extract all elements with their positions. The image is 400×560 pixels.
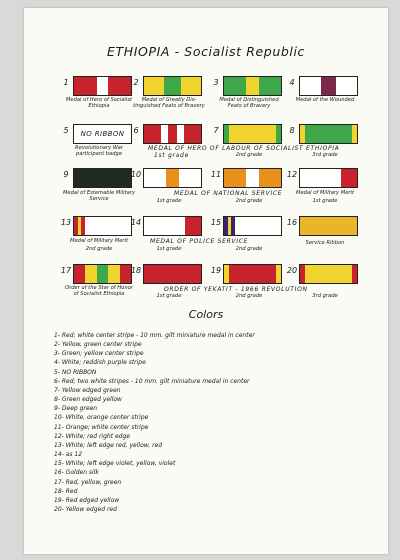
ribbon-number: 8 xyxy=(289,126,295,135)
ribbon-caption: 3rd grade xyxy=(312,293,338,299)
ribbon-swatch xyxy=(299,264,358,284)
ribbon-caption-grade: 2nd grade xyxy=(85,246,113,252)
ribbon-number: 15 xyxy=(210,218,222,227)
ribbon-stripe xyxy=(144,125,161,143)
ribbon-caption: Order of the Star of Honor of Socialist Ethiopia xyxy=(65,285,133,298)
ribbon-swatch xyxy=(223,76,282,96)
ribbon-swatch xyxy=(223,168,282,188)
legend-line: 11- Orange; white center stripe xyxy=(54,423,149,431)
ribbon-swatch xyxy=(299,76,358,96)
ribbon-stripe xyxy=(321,77,337,95)
legend-line: 18- Red xyxy=(54,487,78,495)
ribbon-caption-grade: 1st grade xyxy=(312,198,338,204)
legend-line: 6- Red; two white stripes - 10 mm. gilt miniature medal in center xyxy=(54,377,250,385)
ribbon-number: 9 xyxy=(63,170,69,179)
colors-heading: Colors xyxy=(188,308,224,321)
ribbon-stripe xyxy=(229,265,277,283)
ribbon-caption: Revolutionary War participant badge xyxy=(75,145,123,158)
legend-line: 20- Yellow edged red xyxy=(54,505,117,513)
no-ribbon-box: NO RIBBON xyxy=(73,124,132,144)
ribbon-stripe xyxy=(97,265,108,283)
ribbon-swatch xyxy=(299,168,358,188)
legend-line: 8- Green edged yellow xyxy=(54,396,122,404)
ribbon-stripe xyxy=(229,125,277,143)
ribbon-number: 3 xyxy=(213,78,219,87)
ribbon-caption: Medal of the Wounded xyxy=(295,97,355,103)
ribbon-stripe xyxy=(352,125,357,143)
ribbon-stripe xyxy=(177,125,184,143)
legend-line: 2- Yellow, green center stripe xyxy=(54,341,142,349)
medal-hero-labour-grade: 1st grade xyxy=(154,152,189,159)
ribbon-number: 19 xyxy=(210,266,222,275)
legend-line: 4- White; reddish purple stripe xyxy=(54,359,146,367)
ribbon-number: 13 xyxy=(60,218,72,227)
ribbon-number: 2 xyxy=(133,78,139,87)
ribbon-stripe xyxy=(341,169,357,187)
ribbon-swatch xyxy=(73,216,132,236)
ribbon-stripe xyxy=(235,217,281,235)
ribbon-stripe xyxy=(305,125,353,143)
ribbon-swatch xyxy=(143,264,202,284)
ribbon-stripe xyxy=(246,77,260,95)
legend-line: 15- White; left edge violet, yellow, violet xyxy=(54,460,176,468)
ribbon-number: 6 xyxy=(133,126,139,135)
ribbon-caption: 1st grade xyxy=(156,293,182,299)
ribbon-caption: Medal of Distinguished Feats of Bravery xyxy=(219,97,279,110)
ribbon-caption: 3rd grade xyxy=(312,152,338,158)
legend-line: 19- Red edged yellow xyxy=(54,496,120,504)
ribbon-number: 5 xyxy=(63,126,69,135)
ribbon-number: 10 xyxy=(130,170,142,179)
ribbon-stripe xyxy=(144,265,201,283)
ribbon-number: 7 xyxy=(213,126,219,135)
ribbon-caption: Medal of Greatly Dis-tinguished Feats of Bravery xyxy=(133,97,205,110)
legend-line: 10- White, orange center stripe xyxy=(54,414,149,422)
ribbon-stripe xyxy=(181,77,201,95)
ribbon-swatch xyxy=(143,76,202,96)
ribbon-stripe xyxy=(246,169,260,187)
ribbon-stripe xyxy=(276,265,281,283)
ribbon-stripe xyxy=(161,125,168,143)
ribbon-swatch xyxy=(223,124,282,144)
ribbon-stripe xyxy=(352,265,357,283)
medal-national-service-label: MEDAL OF NATIONAL SERVICE xyxy=(174,190,283,197)
ribbon-caption: Medal of Hero of Socialist Ethiopia xyxy=(65,97,133,110)
ribbon-stripe xyxy=(259,169,281,187)
ribbon-stripe xyxy=(85,265,96,283)
ribbon-stripe xyxy=(336,77,357,95)
document-sheet xyxy=(24,8,388,554)
ribbon-caption: Service Ribbon xyxy=(305,240,345,246)
ribbon-swatch xyxy=(73,264,132,284)
ribbon-stripe xyxy=(166,169,180,187)
ribbon-stripe xyxy=(108,265,119,283)
ribbon-number: 18 xyxy=(130,266,142,275)
ribbon-stripe xyxy=(300,169,341,187)
ribbon-number: 11 xyxy=(210,170,222,179)
ribbon-caption: Medal of Military Merit xyxy=(295,190,355,196)
ribbon-stripe xyxy=(144,77,164,95)
ribbon-caption: 2nd grade xyxy=(235,246,263,252)
legend-line: 5- NO RIBBON xyxy=(54,368,97,376)
color-legend xyxy=(54,331,384,514)
legend-line: 3- Green; yellow center stripe xyxy=(54,350,144,358)
ribbon-number: 1 xyxy=(63,78,69,87)
ribbon-stripe xyxy=(144,217,185,235)
legend-line: 9- Deep green xyxy=(54,405,98,413)
ribbon-stripe xyxy=(74,169,131,187)
ribbon-stripe xyxy=(179,169,201,187)
ribbon-stripe xyxy=(300,77,321,95)
ribbon-stripe xyxy=(108,77,131,95)
legend-line: 14- as 12 xyxy=(54,451,83,459)
ribbon-number: 20 xyxy=(286,266,298,275)
ribbon-stripe xyxy=(224,169,246,187)
ribbon-caption: 1st grade xyxy=(156,198,182,204)
ribbon-stripe xyxy=(168,125,177,143)
ribbon-caption: 1st grade xyxy=(156,246,182,252)
ribbon-swatch xyxy=(73,76,132,96)
ribbon-caption: Medal of Military Merit xyxy=(69,238,129,244)
ribbon-stripe xyxy=(144,169,166,187)
ribbon-swatch xyxy=(73,168,132,188)
ribbon-caption: Medal of Estemable Military Service xyxy=(62,190,136,203)
legend-line: 1- Red; white center stripe - 10 mm. gilt miniature medal in center xyxy=(54,332,255,339)
ribbon-stripe xyxy=(185,217,201,235)
ribbon-number: 16 xyxy=(286,218,298,227)
ribbon-stripe xyxy=(97,77,108,95)
ribbon-caption: 2nd grade xyxy=(235,198,263,204)
ribbon-number: 14 xyxy=(130,218,142,227)
legend-line: 7- Yellow edged green xyxy=(54,386,121,394)
legend-line: 12- White; red right edge xyxy=(54,432,130,440)
ribbon-stripe xyxy=(74,77,97,95)
ribbon-number: 4 xyxy=(289,78,295,87)
ribbon-swatch xyxy=(143,124,202,144)
ribbon-stripe xyxy=(164,77,181,95)
ribbon-swatch xyxy=(223,216,282,236)
ribbon-swatch xyxy=(223,264,282,284)
medal-hero-labour-label: MEDAL OF HERO OF LABOUR OF SOCIALIST ETHIOPIA xyxy=(148,145,340,152)
ribbon-number: 17 xyxy=(60,266,72,275)
ribbon-swatch xyxy=(143,168,202,188)
ribbon-stripe xyxy=(300,217,357,235)
legend-line: 17- Red, yellow, green xyxy=(54,478,122,486)
order-yekatit-label: ORDER OF YEKATIT - 1966 REVOLUTION xyxy=(164,286,308,293)
ribbon-stripe xyxy=(85,217,131,235)
ribbon-caption: 2nd grade xyxy=(235,152,263,158)
legend-line: 13- White; left edge red, yellow, red xyxy=(54,441,163,449)
ribbon-stripe xyxy=(276,125,281,143)
ribbon-stripe xyxy=(305,265,353,283)
ribbon-caption: 2nd grade xyxy=(235,293,263,299)
medal-police-service-label: MEDAL OF POLICE SERVICE xyxy=(150,238,249,245)
ribbon-swatch xyxy=(143,216,202,236)
ribbon-number: 12 xyxy=(286,170,298,179)
ribbon-stripe xyxy=(184,125,201,143)
ribbon-swatch xyxy=(299,124,358,144)
ribbon-stripe xyxy=(74,265,85,283)
page-title: ETHIOPIA - Socialist Republic xyxy=(107,44,305,59)
ribbon-stripe xyxy=(259,77,281,95)
ribbon-stripe xyxy=(224,77,246,95)
ribbon-swatch xyxy=(299,216,358,236)
legend-line: 16- Golden silk xyxy=(54,469,99,477)
